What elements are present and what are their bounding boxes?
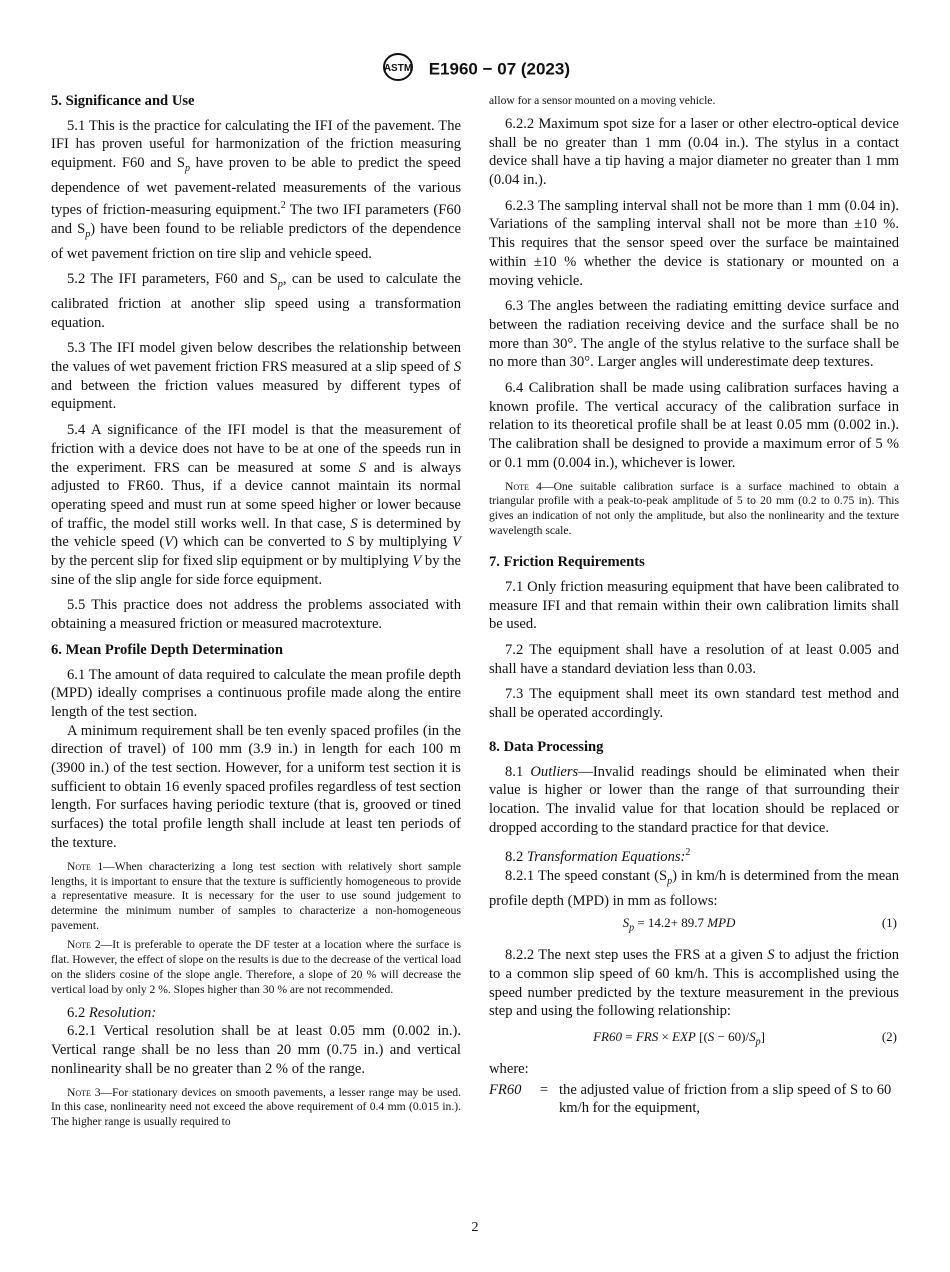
para-5-5: 5.5 This practice does not address the problems associated with obtaining a measured friction or measured macrotexture.	[51, 597, 461, 633]
document-designation: E1960 − 07 (2023)	[428, 59, 571, 79]
para-6-1: 6.1 The amount of data required to calculate the mean profile depth (MPD) ideally comprises a continuous profile made along the entire length of the test section.	[51, 666, 461, 720]
para-6-4: 6.4 Calibration shall be made using calibration surfaces having a known profile. The vertical accuracy of the calibration surface in relation to its theoretical profile shall be at least 0.05 mm (0.002 in.). The calibration shall be designed to provide a maximum error of 5 % or 0.1 mm (0.004 in.), whichever is lower.	[489, 380, 899, 471]
para-6-2-1: 6.2.1 Vertical resolution shall be at least 0.05 mm (0.002 in.). Vertical range shall be no less than 20 mm (0.75 in.) and vertical nonlinearity shall be no greater than 2 % of the range.	[51, 1023, 461, 1077]
section-8-heading: 8. Data Processing	[489, 738, 604, 755]
definition-equals: =	[539, 1081, 549, 1098]
left-column	[51, 92, 461, 1136]
note-1: Note 1—When characterizing a long test section with relatively short sample lengths, it is important to ensure that the texture is sufficiently homogeneous to provide a representative measure. It is necessary for the user to use sound judgement to determine the minimum number of samples to characterize a non-homogeneous pavement.	[51, 859, 461, 933]
definition-text: the adjusted value of friction from a slip speed of S to 60 km/h for the equipment,	[559, 1081, 892, 1117]
section-7-heading: 7. Friction Requirements	[489, 554, 645, 571]
equation-2: FR60 = FRS × EXP $[(S - 60)/S_p]$ (2)	[593, 1029, 897, 1048]
para-8-2-2: 8.2.2 The next step uses the FRS at a given S to adjust the friction to a common slip speed of 60 km/h. This is accomplished using the speed number predicted by the texture measurement in the previous step and using the following relationship:	[489, 947, 899, 1020]
para-8-2-1: 8.2.1 The speed constant $(S_p)$ in km/h is determined from the mean profile depth (MPD) in mm as follows:	[489, 867, 900, 909]
para-6-1-b: A minimum requirement shall be ten evenly spaced profiles (in the direction of travel) of 100 mm (3.9 in.) in length for each 100 m (3900 in.) of the test section. However, for a uniform test section it is sufficient to obtain 16 evenly spaced profiles regardless of test section length. For surfaces having periodic texture (that is, grooved or tined surfaces) the total profile length shall include at least ten periods of the texture.	[51, 722, 461, 851]
equation-1: $S_p = 14.2+ 89.7$ MPD (1)	[622, 915, 897, 934]
astm-logo-icon	[380, 52, 416, 87]
note-4: Note 4—One suitable calibration surface is a surface machined to obtain a triangular profile with a peak-to-peak amplitude of 5 to 20 mm (0.2 to 0.75 in). This gives an indication of not only the amplitude, but also the nonlinearity and the texture wavelength scale.	[489, 479, 899, 538]
equation-2-number: (2)	[881, 1029, 897, 1045]
para-6-2-3: 6.2.3 The sampling interval shall not be more than 1 mm (0.04 in). Variations of the sampling interval shall not be more than ±10 %. This requires that the sensor speed over the surface be maintained within ±10 % whether the device is stationary or mounted on a moving vehicle.	[489, 197, 899, 289]
para-6-3: 6.3 The angles between the radiating emitting device surface and between the radiation receiving device and the surface shall be no more than 30°. The angle of the stylus relative to the surface shall be no more than 30°. Larger angles will underestimate deep textures.	[489, 298, 899, 371]
note-2: Note 2—It is preferable to operate the DF tester at a location where the surface is flat. However, the effect of slope on the results is due to the decrease of the vertical load on the sliders cosine of the slope angle. Therefore, a slope of 20 % will decrease the vertical load by only 2 %. Slopes higher than 30 % are not recommended.	[51, 938, 461, 996]
para-8-1: 8.1 Outliers—Invalid readings should be eliminated when their value is higher or lower than the range of that surrounding their location. The invalid value for that location should be replaced or dropped according to the standard practice for that device.	[489, 763, 900, 836]
section-5-heading: 5. Significance and Use	[51, 93, 195, 109]
para-5-4: 5.4 A significance of the IFI model is that the measurement of friction with a device does not have to be at one of the speeds run in the experiment. FRS can be measured at some S and is always adjusted to FR60. Thus, if a device cannot maintain its normal operating speed and must run at some speed higher or lower because of traffic, the model still works well. In that case, S is determined by the vehicle speed (V) which can be converted to S by multiplying V by the percent slip for fixed slip equipment or by multiplying V by the sine of the slip angle for side force equipment.	[51, 422, 462, 588]
page-header	[0, 52, 950, 87]
logo-text: ASTM	[383, 63, 413, 74]
para-7-1: 7.1 Only friction measuring equipment that have been calibrated to measure IFI and that remain within their own calibration limits shall be used.	[489, 578, 899, 633]
definition-fr60	[489, 1081, 899, 1118]
note-3-continued: allow for a sensor mounted on a moving vehicle.	[489, 94, 716, 107]
para-7-3: 7.3 The equipment shall meet its own standard test method and shall be operated accordingly.	[489, 686, 899, 722]
para-6-2-2: 6.2.2 Maximum spot size for a laser or other electro-optical device shall be no greater than 1 mm (0.04 in.). The stylus in a contact device shall have a tip having a major diameter no greater than 1 mm (0.04 in.).	[489, 115, 899, 189]
para-7-2: 7.2 The equipment shall have a resolution of at least 0.005 and shall have a standard deviation less than 0.03.	[489, 642, 899, 677]
definition-term: FR60	[489, 1081, 522, 1098]
para-5-1: 5.1 This is the practice for calculating the IFI of the pavement. The IFI has proven useful for harmonization of the friction measuring equipment. F60 and $S_p$ have proven to be able to predict the speed dependence of wet pavement-related measurements of the various types of friction-measuring equipment.$^2$ The two IFI parameters (F60 and $S_p$) have been found to be reliable predictors of the dependence of wet pavement friction on tire slip and vehicle speed.	[51, 117, 462, 262]
page-number: 2	[471, 1220, 479, 1235]
para-5-2: 5.2 The IFI parameters, F60 and $S_p$, can be used to calculate the calibrated friction at another slip speed using a transformation equation.	[51, 271, 462, 331]
note-3: Note 3—For stationary devices on smooth pavements, a lesser range may be used. In this case, nonlinearity need not exceed the above requirement of 0.4 mm (0.015 in.). The higher range is usually required to	[51, 1085, 461, 1129]
right-column	[489, 94, 899, 1118]
para-6-2: 6.2 Resolution:	[67, 1004, 157, 1021]
section-6-heading: 6. Mean Profile Depth Determination	[51, 641, 283, 658]
para-8-2: 8.2 Transformation Equations:$^2$	[505, 847, 691, 866]
equation-1-number: (1)	[881, 915, 897, 931]
para-5-3: 5.3 The IFI model given below describes the relationship between the values of wet pavement friction FRS measured at a slip speed of S and between the friction values measured by different types of equipment.	[51, 340, 461, 413]
where-label: where:	[489, 1061, 529, 1078]
